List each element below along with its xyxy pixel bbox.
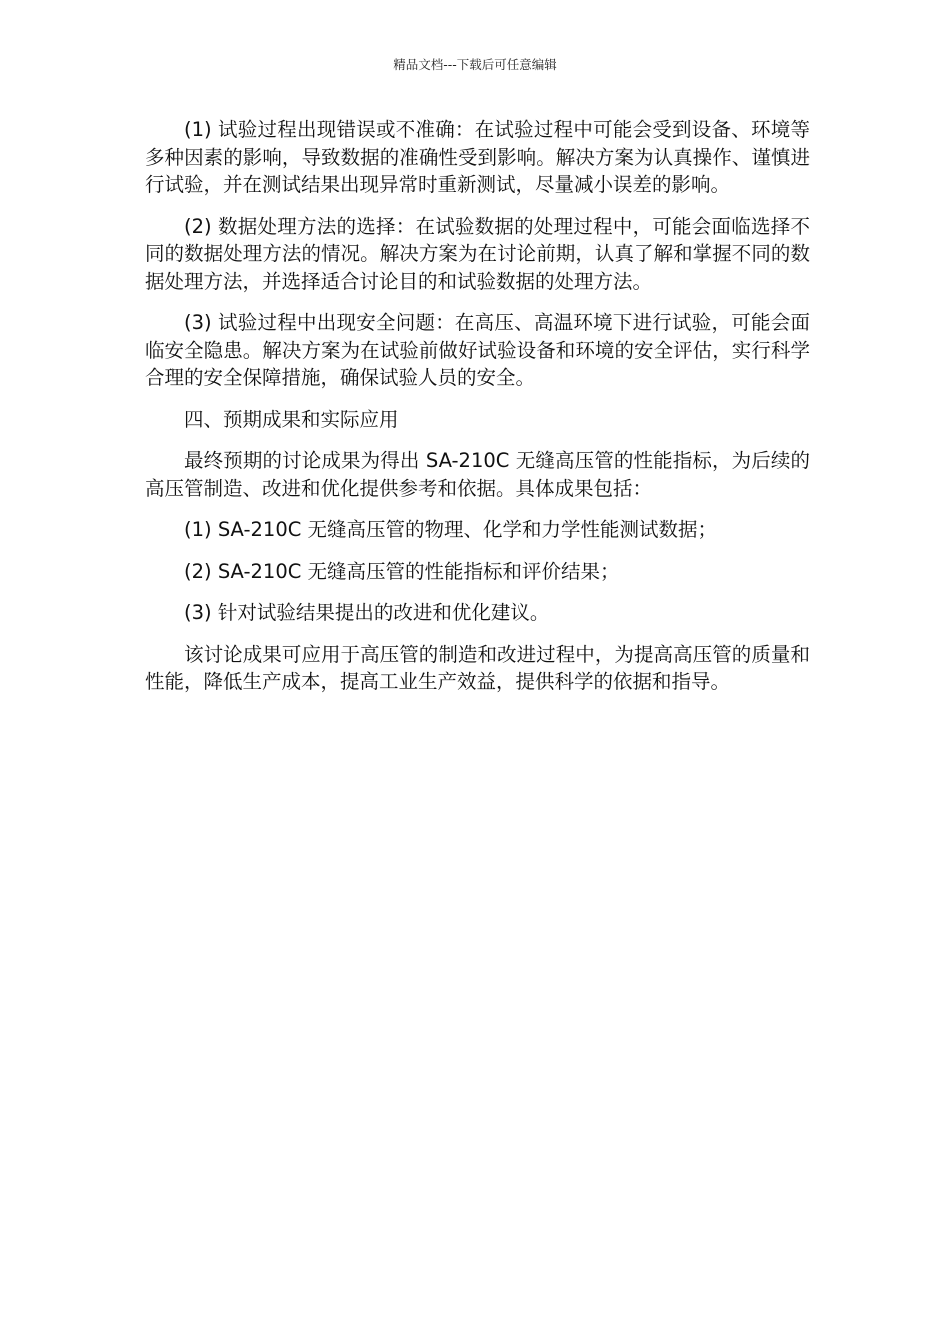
document-body bbox=[145, 116, 810, 710]
paragraph-problem-2: (2) 数据处理方法的选择：在试验数据的处理过程中，可能会面临选择不同的数据处理方法的情况。解决方案为在讨论前期，认真了解和掌握不同的数据处理方法，并选择适合讨论目的和试验数据的处理方法。 bbox=[145, 214, 810, 293]
paragraph-application: 该讨论成果可应用于高压管的制造和改进过程中，为提高高压管的质量和性能，降低生产成本，提高工业生产效益，提供科学的依据和指导。 bbox=[145, 642, 810, 693]
paragraph-problem-3: (3) 试验过程中出现安全问题：在高压、高温环境下进行试验，可能会面临安全隐患。解决方案为在试验前做好试验设备和环境的安全评估，实行科学合理的安全保障措施，确保试验人员的安全。 bbox=[145, 311, 810, 389]
page-header: 精品文档---下载后可任意编辑 bbox=[393, 57, 557, 72]
paragraph-expected-results: 最终预期的讨论成果为得出 SA-210C 无缝高压管的性能指标，为后续的高压管制造、改进和优化提供参考和依据。具体成果包括： bbox=[145, 449, 810, 500]
list-item-result-2: (2) SA-210C 无缝高压管的性能指标和评价结果； bbox=[184, 559, 620, 583]
paragraph-problem-1: (1) 试验过程出现错误或不准确：在试验过程中可能会受到设备、环境等多种因素的影响，导致数据的准确性受到影响。解决方案为认真操作、谨慎进行试验，并在测试结果出现异常时重新测试，尽量减小误差的影响。 bbox=[145, 118, 810, 196]
list-item-result-3: (3) 针对试验结果提出的改进和优化建议。 bbox=[184, 601, 550, 624]
list-item-result-1: (1) SA-210C 无缝高压管的物理、化学和力学性能测试数据； bbox=[184, 518, 718, 541]
section-heading: 四、预期成果和实际应用 bbox=[184, 407, 399, 431]
